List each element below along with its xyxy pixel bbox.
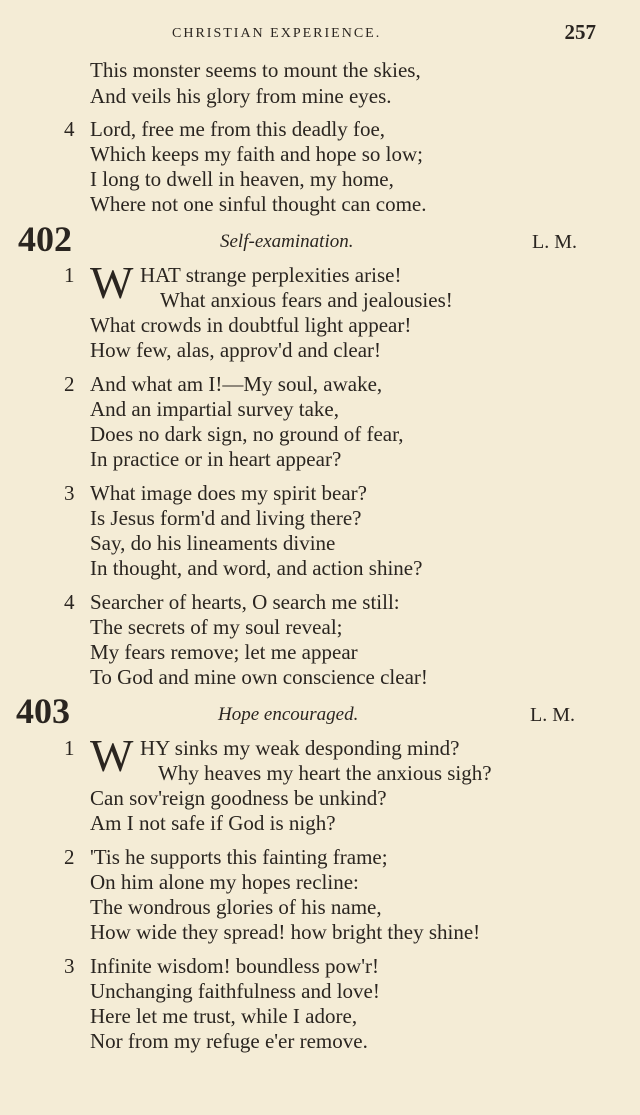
- verse-line: Does no dark sign, no ground of fear,: [90, 422, 404, 446]
- verse-line: What anxious fears and jealousies!: [160, 288, 453, 312]
- verse-line: This monster seems to mount the skies,: [90, 58, 421, 82]
- hymn-title: Self-examination.: [220, 231, 354, 252]
- verse-line: Where not one sinful thought can come.: [90, 192, 427, 216]
- verse-line: And an impartial survey take,: [90, 397, 340, 421]
- verse-line: Can sov'reign goodness be unkind?: [90, 786, 387, 810]
- stanza-number: 1: [64, 263, 75, 287]
- stanza-number: 4: [64, 590, 75, 614]
- verse-line: What crowds in doubtful light appear!: [90, 313, 412, 337]
- verse-line: Say, do his lineaments divine: [90, 531, 336, 555]
- verse-line: Unchanging faithfulness and love!: [90, 979, 380, 1003]
- verse-line: How few, alas, approv'd and clear!: [90, 338, 382, 362]
- verse-line: Infinite wisdom! boundless pow'r!: [90, 954, 379, 978]
- running-head: CHRISTIAN EXPERIENCE.: [172, 26, 382, 41]
- drop-cap: W: [90, 730, 134, 781]
- verse-line: The secrets of my soul reveal;: [90, 615, 343, 639]
- verse-line: Here let me trust, while I adore,: [90, 1004, 358, 1028]
- hymn-number: 403: [16, 691, 70, 731]
- verse-line: My fears remove; let me appear: [90, 640, 358, 664]
- verse-line: Searcher of hearts, O search me still:: [90, 590, 400, 614]
- verse-line: Is Jesus form'd and living there?: [90, 506, 362, 530]
- stanza-number: 3: [64, 954, 75, 978]
- hymn-number: 402: [18, 219, 72, 259]
- stanza-number: 3: [64, 481, 75, 505]
- verse-line: Which keeps my faith and hope so low;: [90, 142, 424, 166]
- verse-line: To God and mine own conscience clear!: [90, 665, 428, 689]
- verse-line: Lord, free me from this deadly foe,: [90, 117, 386, 141]
- stanza-number: 2: [64, 845, 75, 869]
- verse-line: HY sinks my weak desponding mind?: [140, 736, 460, 760]
- verse-line: And what am I!—My soul, awake,: [90, 372, 383, 396]
- verse-line: What image does my spirit bear?: [90, 481, 367, 505]
- verse-line: On him alone my hopes recline:: [90, 870, 359, 894]
- drop-cap: W: [90, 257, 134, 308]
- verse-line: And veils his glory from mine eyes.: [90, 84, 392, 108]
- verse-line: In practice or in heart appear?: [90, 447, 342, 471]
- page-number: 257: [564, 20, 596, 44]
- verse-line: The wondrous glories of his name,: [90, 895, 382, 919]
- verse-line: 'Tis he supports this fainting frame;: [90, 845, 388, 869]
- stanza-number: 4: [64, 117, 75, 141]
- verse-line: Nor from my refuge e'er remove.: [90, 1029, 368, 1053]
- verse-line: How wide they spread! how bright they shine!: [90, 920, 481, 944]
- verse-line: Why heaves my heart the anxious sigh?: [158, 761, 492, 785]
- hymn-meter: L. M.: [532, 231, 577, 253]
- verse-line: HAT strange perplexities arise!: [140, 263, 402, 287]
- verse-line: Am I not safe if God is nigh?: [90, 811, 336, 835]
- stanza-number: 1: [64, 736, 75, 760]
- hymn-title: Hope encouraged.: [218, 704, 359, 725]
- stanza-number: 2: [64, 372, 75, 396]
- verse-line: In thought, and word, and action shine?: [90, 556, 423, 580]
- hymn-meter: L. M.: [530, 704, 575, 726]
- verse-line: I long to dwell in heaven, my home,: [90, 167, 394, 191]
